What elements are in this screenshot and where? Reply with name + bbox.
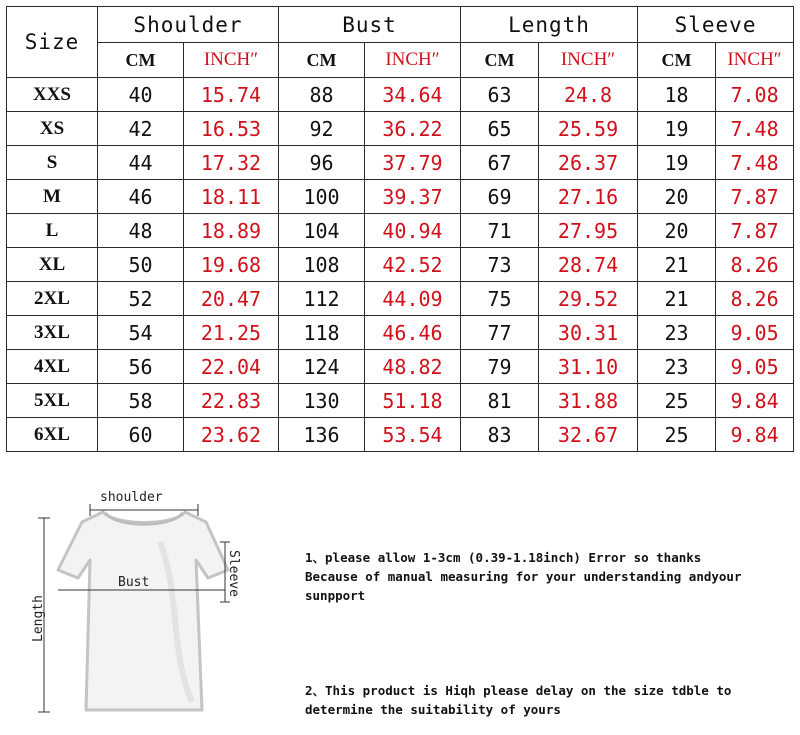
sleeve-header: Sleeve [638, 7, 794, 43]
unit-cm-header: CM [98, 43, 184, 78]
table-row [7, 282, 794, 316]
note-error-tolerance [305, 548, 742, 605]
size-cell: XXS [7, 78, 98, 112]
cm-value-cell: 67 [461, 146, 539, 180]
bust-label: Bust [118, 575, 150, 590]
inch-value-cell: 7.87 [716, 214, 794, 248]
cm-value-cell: 46 [98, 180, 184, 214]
inch-value-cell: 19.68 [184, 248, 279, 282]
inch-value-cell: 8.26 [716, 248, 794, 282]
cm-value-cell: 25 [638, 418, 716, 452]
cm-value-cell: 65 [461, 112, 539, 146]
inch-value-cell: 26.37 [539, 146, 638, 180]
cm-value-cell: 40 [98, 78, 184, 112]
table-row [7, 384, 794, 418]
size-cell: 5XL [7, 384, 98, 418]
cm-value-cell: 20 [638, 180, 716, 214]
inch-value-cell: 40.94 [365, 214, 461, 248]
note-line: Because of manual measuring for your understanding andyour [305, 569, 742, 584]
inch-value-cell: 29.52 [539, 282, 638, 316]
cm-value-cell: 58 [98, 384, 184, 418]
cm-value-cell: 118 [279, 316, 365, 350]
size-chart-table [6, 6, 794, 452]
note-line: determine the suitability of yours [305, 702, 561, 717]
cm-value-cell: 52 [98, 282, 184, 316]
table-row [7, 146, 794, 180]
cm-value-cell: 73 [461, 248, 539, 282]
unit-cm-header: CM [638, 43, 716, 78]
cm-value-cell: 75 [461, 282, 539, 316]
note-line: sunpport [305, 588, 366, 603]
inch-value-cell: 9.05 [716, 316, 794, 350]
inch-value-cell: 24.8 [539, 78, 638, 112]
inch-value-cell: 51.18 [365, 384, 461, 418]
inch-value-cell: 7.48 [716, 146, 794, 180]
inch-value-cell: 48.82 [365, 350, 461, 384]
cm-value-cell: 83 [461, 418, 539, 452]
inch-value-cell: 30.31 [539, 316, 638, 350]
bust-header: Bust [279, 7, 461, 43]
cm-value-cell: 60 [98, 418, 184, 452]
inch-value-cell: 7.87 [716, 180, 794, 214]
cm-value-cell: 50 [98, 248, 184, 282]
table-row [7, 180, 794, 214]
tshirt-outline [58, 512, 228, 710]
size-cell: XS [7, 112, 98, 146]
inch-value-cell: 17.32 [184, 146, 279, 180]
inch-value-cell: 9.84 [716, 418, 794, 452]
cm-value-cell: 42 [98, 112, 184, 146]
inch-value-cell: 16.53 [184, 112, 279, 146]
cm-value-cell: 19 [638, 146, 716, 180]
size-cell: S [7, 146, 98, 180]
note-size-advice [305, 681, 731, 719]
inch-value-cell: 15.74 [184, 78, 279, 112]
cm-value-cell: 104 [279, 214, 365, 248]
shoulder-label: shoulder [100, 490, 163, 505]
cm-value-cell: 21 [638, 248, 716, 282]
table-row [7, 214, 794, 248]
tshirt-measurement-diagram [20, 482, 270, 730]
table-row [7, 248, 794, 282]
inch-value-cell: 46.46 [365, 316, 461, 350]
note-line: 2、This product is Hiqh please delay on the size tdble to [305, 683, 732, 698]
inch-value-cell: 9.05 [716, 350, 794, 384]
size-cell: 4XL [7, 350, 98, 384]
unit-inch-header: INCH″ [365, 43, 461, 78]
inch-value-cell: 42.52 [365, 248, 461, 282]
inch-value-cell: 27.95 [539, 214, 638, 248]
cm-value-cell: 21 [638, 282, 716, 316]
table-row [7, 350, 794, 384]
cm-value-cell: 23 [638, 350, 716, 384]
cm-value-cell: 18 [638, 78, 716, 112]
unit-cm-header: CM [461, 43, 539, 78]
cm-value-cell: 100 [279, 180, 365, 214]
cm-value-cell: 19 [638, 112, 716, 146]
cm-value-cell: 79 [461, 350, 539, 384]
length-header: Length [461, 7, 638, 43]
unit-inch-header: INCH″ [716, 43, 794, 78]
cm-value-cell: 48 [98, 214, 184, 248]
size-cell: XL [7, 248, 98, 282]
inch-value-cell: 36.22 [365, 112, 461, 146]
inch-value-cell: 20.47 [184, 282, 279, 316]
inch-value-cell: 34.64 [365, 78, 461, 112]
inch-value-cell: 39.37 [365, 180, 461, 214]
inch-value-cell: 7.08 [716, 78, 794, 112]
cm-value-cell: 136 [279, 418, 365, 452]
cm-value-cell: 69 [461, 180, 539, 214]
inch-value-cell: 8.26 [716, 282, 794, 316]
inch-value-cell: 23.62 [184, 418, 279, 452]
inch-value-cell: 27.16 [539, 180, 638, 214]
table-row [7, 316, 794, 350]
cm-value-cell: 96 [279, 146, 365, 180]
inch-value-cell: 22.83 [184, 384, 279, 418]
cm-value-cell: 77 [461, 316, 539, 350]
size-header: Size [7, 7, 98, 78]
sleeve-label: Sleeve [226, 550, 241, 597]
cm-value-cell: 130 [279, 384, 365, 418]
inch-value-cell: 18.89 [184, 214, 279, 248]
cm-value-cell: 54 [98, 316, 184, 350]
shoulder-header: Shoulder [98, 7, 279, 43]
size-cell: L [7, 214, 98, 248]
note-line: 1、please allow 1-3cm (0.39-1.18inch) Error so thanks [305, 550, 702, 565]
inch-value-cell: 21.25 [184, 316, 279, 350]
size-cell: 6XL [7, 418, 98, 452]
cm-value-cell: 20 [638, 214, 716, 248]
inch-value-cell: 53.54 [365, 418, 461, 452]
cm-value-cell: 63 [461, 78, 539, 112]
size-table-body [7, 78, 794, 452]
inch-value-cell: 22.04 [184, 350, 279, 384]
length-label: Length [31, 595, 46, 642]
inch-value-cell: 18.11 [184, 180, 279, 214]
inch-value-cell: 25.59 [539, 112, 638, 146]
size-cell: M [7, 180, 98, 214]
group-header-row [7, 7, 794, 43]
unit-header-row [7, 43, 794, 78]
inch-value-cell: 31.88 [539, 384, 638, 418]
inch-value-cell: 32.67 [539, 418, 638, 452]
cm-value-cell: 71 [461, 214, 539, 248]
cm-value-cell: 88 [279, 78, 365, 112]
inch-value-cell: 7.48 [716, 112, 794, 146]
cm-value-cell: 44 [98, 146, 184, 180]
inch-value-cell: 44.09 [365, 282, 461, 316]
cm-value-cell: 112 [279, 282, 365, 316]
cm-value-cell: 124 [279, 350, 365, 384]
unit-inch-header: INCH″ [539, 43, 638, 78]
size-cell: 3XL [7, 316, 98, 350]
inch-value-cell: 31.10 [539, 350, 638, 384]
size-cell: 2XL [7, 282, 98, 316]
cm-value-cell: 108 [279, 248, 365, 282]
table-row [7, 418, 794, 452]
cm-value-cell: 56 [98, 350, 184, 384]
inch-value-cell: 28.74 [539, 248, 638, 282]
unit-inch-header: INCH″ [184, 43, 279, 78]
unit-cm-header: CM [279, 43, 365, 78]
inch-value-cell: 9.84 [716, 384, 794, 418]
cm-value-cell: 23 [638, 316, 716, 350]
table-row [7, 78, 794, 112]
table-row [7, 112, 794, 146]
cm-value-cell: 25 [638, 384, 716, 418]
inch-value-cell: 37.79 [365, 146, 461, 180]
cm-value-cell: 92 [279, 112, 365, 146]
cm-value-cell: 81 [461, 384, 539, 418]
